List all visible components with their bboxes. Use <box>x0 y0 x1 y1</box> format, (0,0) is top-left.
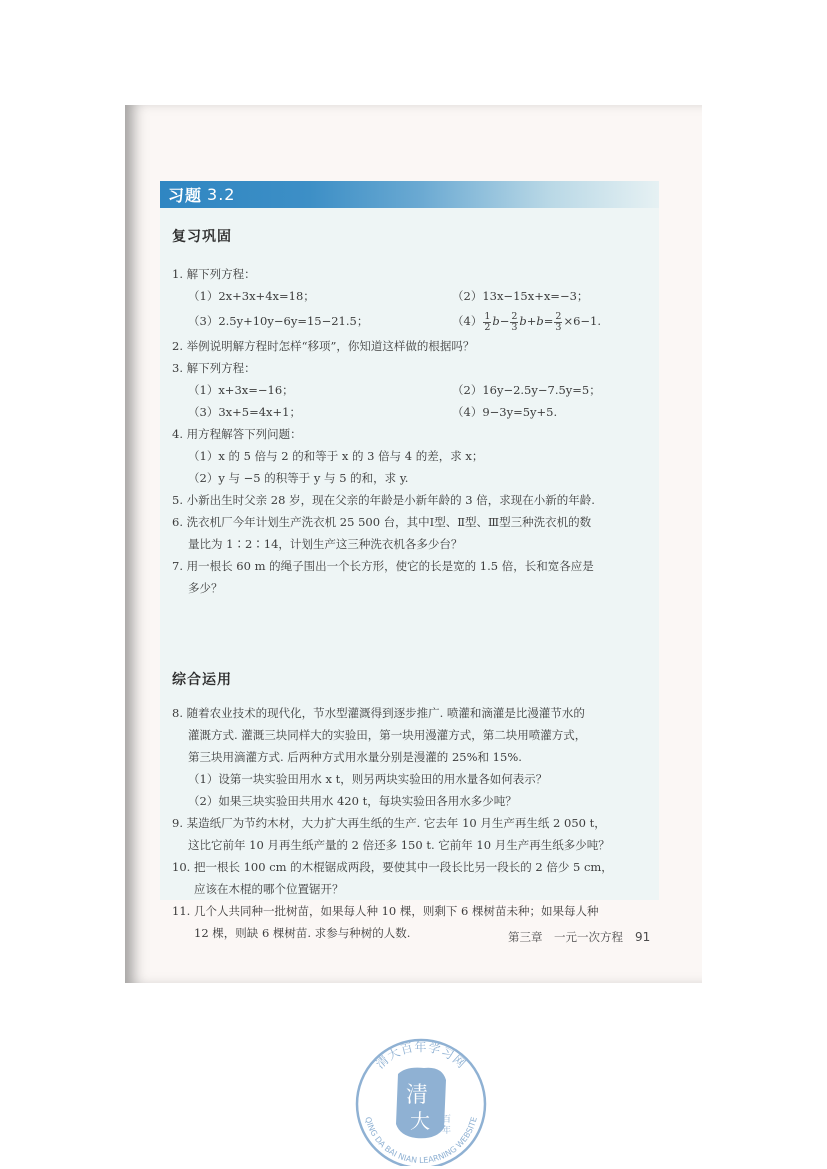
problem-3-sub-2: （2）16y−2.5y−7.5y=5； <box>452 383 601 397</box>
problem-4-sub-1: （1）x 的 5 倍与 2 的和等于 x 的 3 倍与 4 的差，求 x； <box>188 449 484 463</box>
exercise-title: 习题 <box>168 186 203 205</box>
fraction-2: $\frac{2}{3}$ <box>511 310 518 333</box>
problem-5: 5. 小新出生时父亲 28 岁，现在父亲的年龄是小新年龄的 3 倍，求现在小新的年龄. <box>172 493 595 507</box>
problem-8-sub-2: （2）如果三块实验田共用水 420 t，每块实验田各用水多少吨？ <box>188 794 517 808</box>
problem-1-sub-3: （3）2.5y+10y−6y=15−21.5； <box>188 314 369 328</box>
fraction-3: $\frac{2}{3}$ <box>555 310 562 333</box>
section-title-application: 综合运用 <box>172 672 232 688</box>
watermark-bottom-text: QING DA BAI NIAN LEARNING WEBSITE <box>363 1115 479 1166</box>
page-number: 91 <box>635 930 651 944</box>
exercise-number: 3.2 <box>207 185 236 204</box>
svg-text:大: 大 <box>410 1109 430 1133</box>
problem-7-line-1: 7. 用一根长 60 m 的绳子围出一个长方形，使它的长是宽的 1.5 倍，长和宽各应是 <box>172 559 594 573</box>
problem-4-sub-2: （2）y 与 −5 的积等于 y 与 5 的和，求 y. <box>188 471 409 485</box>
review-problems <box>172 263 643 599</box>
problem-1-row-1 <box>172 285 643 307</box>
problem-11-line-1: 11. 几个人共同种一批树苗，如果每人种 10 棵，则剩下 6 棵树苗未种；如果每人种 <box>172 904 599 918</box>
problem-8-line-1: 8. 随着农业技术的现代化，节水型灌溉得到逐步推广. 喷灌和滴灌是比漫灌节水的 <box>172 706 585 720</box>
seal-icon <box>346 1036 496 1166</box>
problem-1-row-2 <box>172 307 643 335</box>
problem-2: 2. 举例说明解方程时怎样“移项”，你知道这样做的根据吗？ <box>172 339 475 353</box>
svg-text:年: 年 <box>442 1126 452 1136</box>
problem-8-line-2: 灌溉方式. 灌溉三块同样大的实验田，第一块用漫灌方式，第二块用喷灌方式， <box>188 728 587 742</box>
svg-text:百: 百 <box>442 1115 452 1125</box>
problem-9-line-1: 9. 某造纸厂为节约木材，大力扩大再生纸的生产. 它去年 10 月生产再生纸 2 050 t， <box>172 816 606 830</box>
textbook-page <box>125 105 702 983</box>
problem-10-line-1: 10. 把一根长 100 cm 的木棍锯成两段，要使其中一段长比另一段长的 2 倍少 5 cm， <box>172 860 613 874</box>
problem-6-line-1: 6. 洗衣机厂今年计划生产洗衣机 25 500 台，其中Ⅰ型、Ⅱ型、Ⅲ型三种洗衣机的数 <box>172 515 592 529</box>
problem-8-line-3: 第三块用滴灌方式. 后两种方式用水量分别是漫灌的 25%和 15%. <box>188 750 522 764</box>
chapter-title: 第三章 一元一次方程 <box>508 930 623 944</box>
problem-1-stem: 1. 解下列方程： <box>172 267 256 281</box>
problem-7-line-2: 多少？ <box>188 581 223 595</box>
fraction-1: $\frac{1}{2}$ <box>484 310 491 333</box>
watermark-top-text: 清大百年学习网 <box>373 1040 469 1072</box>
problem-4-stem: 4. 用方程解答下列问题： <box>172 427 302 441</box>
problem-8-sub-1: （1）设第一块实验田用水 x t，则另两块实验田的用水量各如何表示？ <box>188 772 548 786</box>
section-title-review: 复习巩固 <box>172 229 232 245</box>
problem-1-sub-1: （1）2x+3x+4x=18； <box>188 289 315 303</box>
problem-3-stem: 3. 解下列方程： <box>172 361 256 375</box>
problem-1-sub-4: （4） $\frac{1}{2}$ b− $\frac{2}{3}$ b+b= $\frac{2}{3}$ ×6−1. <box>452 310 602 333</box>
problem-6-line-2: 量比为 1∶2∶14，计划生产这三种洗衣机各多少台？ <box>188 537 463 551</box>
watermark-center-big: 清 <box>406 1083 429 1108</box>
problem-1-sub-2: （2）13x−15x+x=−3； <box>452 289 589 303</box>
watermark-logo <box>346 1036 496 1166</box>
problem-3-row-2 <box>172 401 643 423</box>
problem-9-line-2: 这比它前年 10 月再生纸产量的 2 倍还多 150 t. 它前年 10 月生产再生纸多少吨？ <box>188 838 610 852</box>
page-footer <box>508 929 650 945</box>
application-problems <box>172 702 643 944</box>
problem-3-sub-1: （1）x+3x=−16； <box>188 383 294 397</box>
problem-3-row-1 <box>172 379 643 401</box>
sub-4-label: （4） <box>452 314 483 328</box>
problem-3-sub-3: （3）3x+5=4x+1； <box>188 405 301 419</box>
problem-10-line-2: 应该在木棍的哪个位置锯开？ <box>194 882 344 896</box>
problem-11-line-2: 12 棵，则缺 6 棵树苗. 求参与种树的人数. <box>194 926 411 940</box>
problem-3-sub-4: （4）9−3y=5y+5. <box>452 405 558 419</box>
exercise-banner <box>160 181 659 208</box>
